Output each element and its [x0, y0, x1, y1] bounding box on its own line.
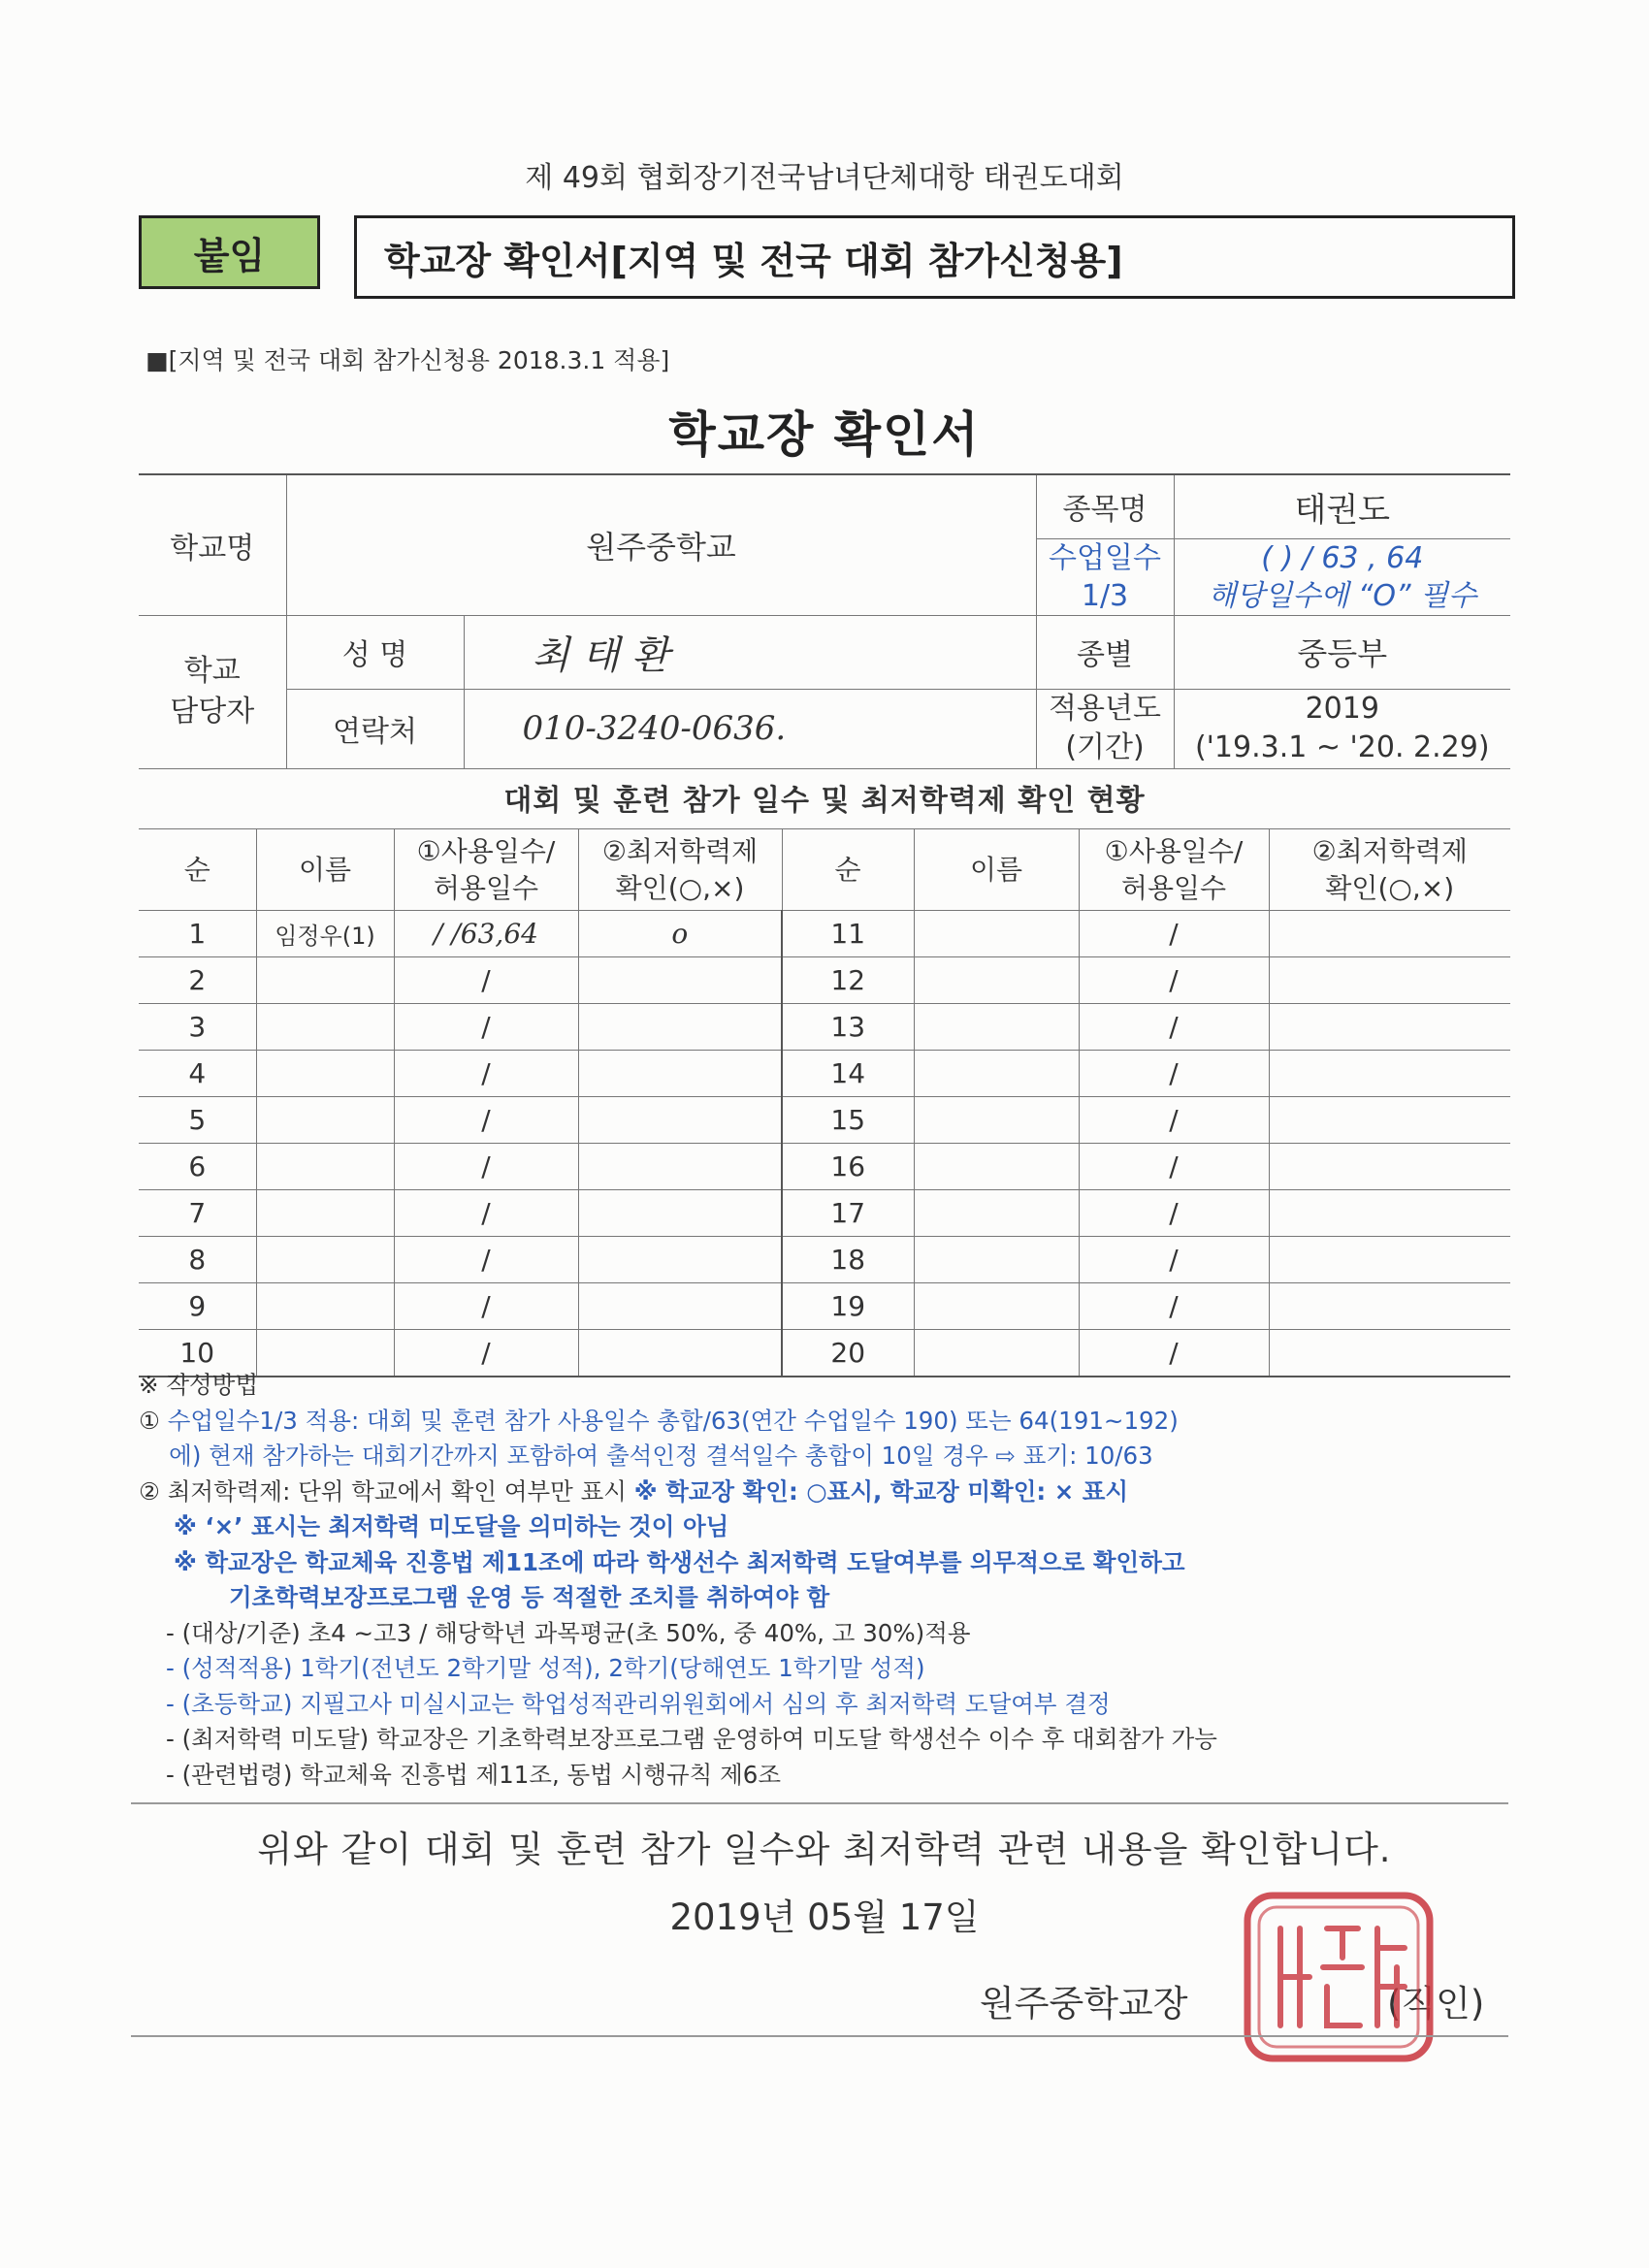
row-name [256, 1051, 394, 1097]
table-row [139, 911, 1510, 957]
col-header-check-line2: 확인(○,×) [615, 871, 745, 904]
category-label: 종별 [1036, 615, 1174, 689]
row-days: / [394, 957, 578, 1004]
row-no: 17 [782, 1190, 914, 1237]
instruction-line-3-note: ※ 학교장 확인: ○표시, 학교장 미확인: × 표시 [633, 1476, 1129, 1506]
table-row [139, 1097, 1510, 1144]
col-header-days [1079, 829, 1269, 911]
row-check [578, 1190, 782, 1237]
row-days: / [394, 1097, 578, 1144]
row-no: 13 [782, 1004, 914, 1051]
row-no: 4 [139, 1051, 256, 1097]
row-no: 16 [782, 1144, 914, 1190]
row-days: / [394, 1283, 578, 1330]
col-header-check-line1: ②최저학력제 [601, 834, 759, 867]
instruction-line-1-text: 수업일수1/3 적용: 대회 및 훈련 참가 사용일수 총합/63(연간 수업일수 190) 또는 64(191~192) [167, 1406, 1179, 1435]
table-row [139, 1144, 1510, 1190]
name-label: 성 명 [286, 615, 464, 689]
instruction-line-8: - (성적적용) 1학기(전년도 2학기말 성적), 2학기(당해연도 1학기말 성적) [166, 1654, 925, 1682]
row-name [256, 1144, 394, 1190]
row-check [1269, 1237, 1510, 1283]
table-row [139, 1004, 1510, 1051]
row-no: 10 [139, 1330, 256, 1377]
col-header-check-line2: 확인(○,×) [1325, 871, 1455, 904]
row-check [578, 1004, 782, 1051]
row-check [1269, 957, 1510, 1004]
seal-label: (직인) [1387, 1983, 1485, 2025]
class-days-value [1174, 538, 1510, 615]
col-header-check [578, 829, 782, 911]
footer-divider-top [131, 1802, 1508, 1804]
row-no: 15 [782, 1097, 914, 1144]
row-check [1269, 1190, 1510, 1237]
row-name [914, 1237, 1079, 1283]
row-no: 1 [139, 911, 256, 957]
class-days-value-line1: ( ) / 63 , 64 [1261, 540, 1424, 575]
row-no: 19 [782, 1283, 914, 1330]
row-no: 6 [139, 1144, 256, 1190]
row-no: 20 [782, 1330, 914, 1377]
col-header-no: 순 [139, 829, 256, 911]
instruction-line-11: - (관련법령) 학교체육 진흥법 제11조, 동법 시행규칙 제6조 [166, 1760, 782, 1789]
status-title: 대회 및 훈련 참가 일수 및 최저학력제 확인 현황 [503, 784, 1146, 818]
row-check [1269, 1283, 1510, 1330]
row-name [914, 1004, 1079, 1051]
confirmation-text: 위와 같이 대회 및 훈련 참가 일수와 최저학력 관련 내용을 확인합니다. [257, 1829, 1392, 1870]
row-name [914, 1283, 1079, 1330]
col-header-no: 순 [782, 829, 914, 911]
row-days: / [1079, 1190, 1269, 1237]
row-no: 8 [139, 1237, 256, 1283]
official-seal [1242, 1890, 1436, 2064]
row-check: o [578, 911, 782, 957]
row-name [914, 1190, 1079, 1237]
col-header-days-line2: 허용일수 [1120, 871, 1227, 904]
instruction-line-9: - (초등학교) 지필고사 미실시교는 학업성적관리위원회에서 심의 후 최저학력 도달여부 결정 [166, 1689, 1111, 1718]
row-check [1269, 1051, 1510, 1097]
row-name [256, 957, 394, 1004]
staff-label [139, 615, 286, 768]
row-days: / [394, 1144, 578, 1190]
row-check [1269, 1004, 1510, 1051]
row-no: 9 [139, 1283, 256, 1330]
table-row [139, 957, 1510, 1004]
row-name [256, 1097, 394, 1144]
row-days: / [1079, 911, 1269, 957]
row-check [578, 957, 782, 1004]
form-title: 학교장 확인서[지역 및 전국 대회 참가신청용] [354, 215, 1515, 299]
instruction-line-1 [139, 1404, 1516, 1440]
row-check [1269, 911, 1510, 957]
principal-title: 원주중학교장 [980, 1983, 1188, 2025]
footer-divider-bottom [131, 2035, 1508, 2037]
table-row [139, 1283, 1510, 1330]
row-check [1269, 1144, 1510, 1190]
row-days: / [394, 1051, 578, 1097]
row-no: 2 [139, 957, 256, 1004]
row-no: 18 [782, 1237, 914, 1283]
instruction-line-5: ※ 학교장은 학교체육 진흥법 제11조에 따라 학생선수 최저학력 도달여부를 의무적으로 확인하고 [174, 1547, 1185, 1576]
row-check [578, 1097, 782, 1144]
attachment-tag: 붙임 [139, 215, 320, 289]
col-header-days-line1: ①사용일수/ [1104, 834, 1244, 867]
row-check [578, 1283, 782, 1330]
apply-note: ■[지역 및 전국 대회 참가신청용 2018.3.1 적용] [146, 346, 670, 374]
row-check [578, 1051, 782, 1097]
row-name [256, 1283, 394, 1330]
document-title: 학교장 확인서 [668, 406, 981, 463]
row-no: 3 [139, 1004, 256, 1051]
row-check [578, 1144, 782, 1190]
staff-label-line2: 담당자 [170, 695, 255, 729]
row-no: 12 [782, 957, 914, 1004]
row-name [256, 1190, 394, 1237]
contact-value: 010-3240-0636. [464, 689, 1036, 768]
table-row [139, 1051, 1510, 1097]
col-header-days-line2: 허용일수 [433, 871, 539, 904]
event-label: 종목명 [1036, 474, 1174, 538]
row-no: 14 [782, 1051, 914, 1097]
col-header-check [1269, 829, 1510, 911]
instruction-line-7: - (대상/기준) 초4 ~고3 / 해당학년 과목평균(초 50%, 중 40%, 고 30%)적용 [166, 1618, 971, 1647]
school-label: 학교명 [139, 474, 286, 615]
row-days: / [394, 1330, 578, 1377]
row-no: 11 [782, 911, 914, 957]
class-days-label [1036, 538, 1174, 615]
instruction-line-2: 에) 현재 참가하는 대회기간까지 포함하여 출석인정 결석일수 총합이 10일 경우 ⇨ 표기: 10/63 [139, 1442, 1153, 1470]
event-value: 태권도 [1174, 474, 1510, 538]
row-days: / [394, 1190, 578, 1237]
row-days: / [394, 1237, 578, 1283]
row-name [256, 1004, 394, 1051]
year-label-line2: (기간) [1065, 730, 1145, 764]
year-value-line1: 2019 [1305, 691, 1379, 726]
confirmation-date: 2019년 05월 17일 [669, 1896, 980, 1938]
row-days: / [1079, 1097, 1269, 1144]
row-name [914, 1051, 1079, 1097]
year-value-line2: ('19.3.1 ~ '20. 2.29) [1194, 730, 1490, 764]
row-name [914, 1097, 1079, 1144]
row-name [256, 1237, 394, 1283]
class-days-value-line2: 해당일수에 “O” 필수 [1208, 578, 1477, 613]
row-days: / [1079, 1144, 1269, 1190]
staff-name: 최 태 환 [464, 615, 1036, 689]
participation-status-table [139, 828, 1510, 1377]
year-value [1174, 689, 1510, 768]
year-label-line1: 적용년도 [1049, 691, 1161, 726]
row-days: / [394, 1004, 578, 1051]
col-header-name: 이름 [256, 829, 394, 911]
instruction-line-3 [139, 1474, 1516, 1510]
row-name [914, 1144, 1079, 1190]
col-header-days [394, 829, 578, 911]
class-days-label-line1: 수업일수 [1049, 540, 1161, 575]
instruction-line-4: ※ ‘×’ 표시는 최저학력 미도달을 의미하는 것이 아님 [174, 1512, 729, 1540]
row-name [914, 957, 1079, 1004]
row-days: / /63,64 [394, 911, 578, 957]
row-days: / [1079, 1330, 1269, 1377]
row-no: 7 [139, 1190, 256, 1237]
class-days-label-line2: 1/3 [1081, 578, 1129, 613]
col-header-name: 이름 [914, 829, 1079, 911]
writing-instructions [139, 1368, 1516, 1793]
instruction-line-10: - (최저학력 미도달) 학교장은 기초학력보장프로그램 운영하여 미도달 학생선수 이수 후 대회참가 가능 [166, 1725, 1217, 1753]
year-label [1036, 689, 1174, 768]
event-title: 제 49회 협회장기전국남녀단체대항 태권도대회 [525, 161, 1124, 195]
school-info-table [139, 473, 1510, 769]
row-days: / [1079, 1237, 1269, 1283]
instructions-heading: ※ 작성방법 [139, 1371, 258, 1399]
col-header-check-line1: ②최저학력제 [1311, 834, 1468, 867]
row-check [578, 1237, 782, 1283]
table-row [139, 1237, 1510, 1283]
instruction-line-3-text: ② 최저학력제: 단위 학교에서 확인 여부만 표시 [139, 1476, 634, 1506]
school-name: 원주중학교 [286, 474, 1036, 615]
staff-label-line1: 학교 [183, 654, 241, 688]
row-check [1269, 1097, 1510, 1144]
col-header-days-line1: ①사용일수/ [416, 834, 556, 867]
instruction-line-6: 기초학력보장프로그램 운영 등 적절한 조치를 취하여야 함 [229, 1583, 830, 1611]
row-days: / [1079, 957, 1269, 1004]
row-days: / [1079, 1051, 1269, 1097]
category-value: 중등부 [1174, 615, 1510, 689]
instruction-line-1-marker: ① [139, 1406, 168, 1435]
row-days: / [1079, 1283, 1269, 1330]
table-row [139, 1190, 1510, 1237]
row-days: / [1079, 1004, 1269, 1051]
row-name [914, 911, 1079, 957]
row-no: 5 [139, 1097, 256, 1144]
contact-label: 연락처 [286, 689, 464, 768]
row-name: 임정우(1) [256, 911, 394, 957]
